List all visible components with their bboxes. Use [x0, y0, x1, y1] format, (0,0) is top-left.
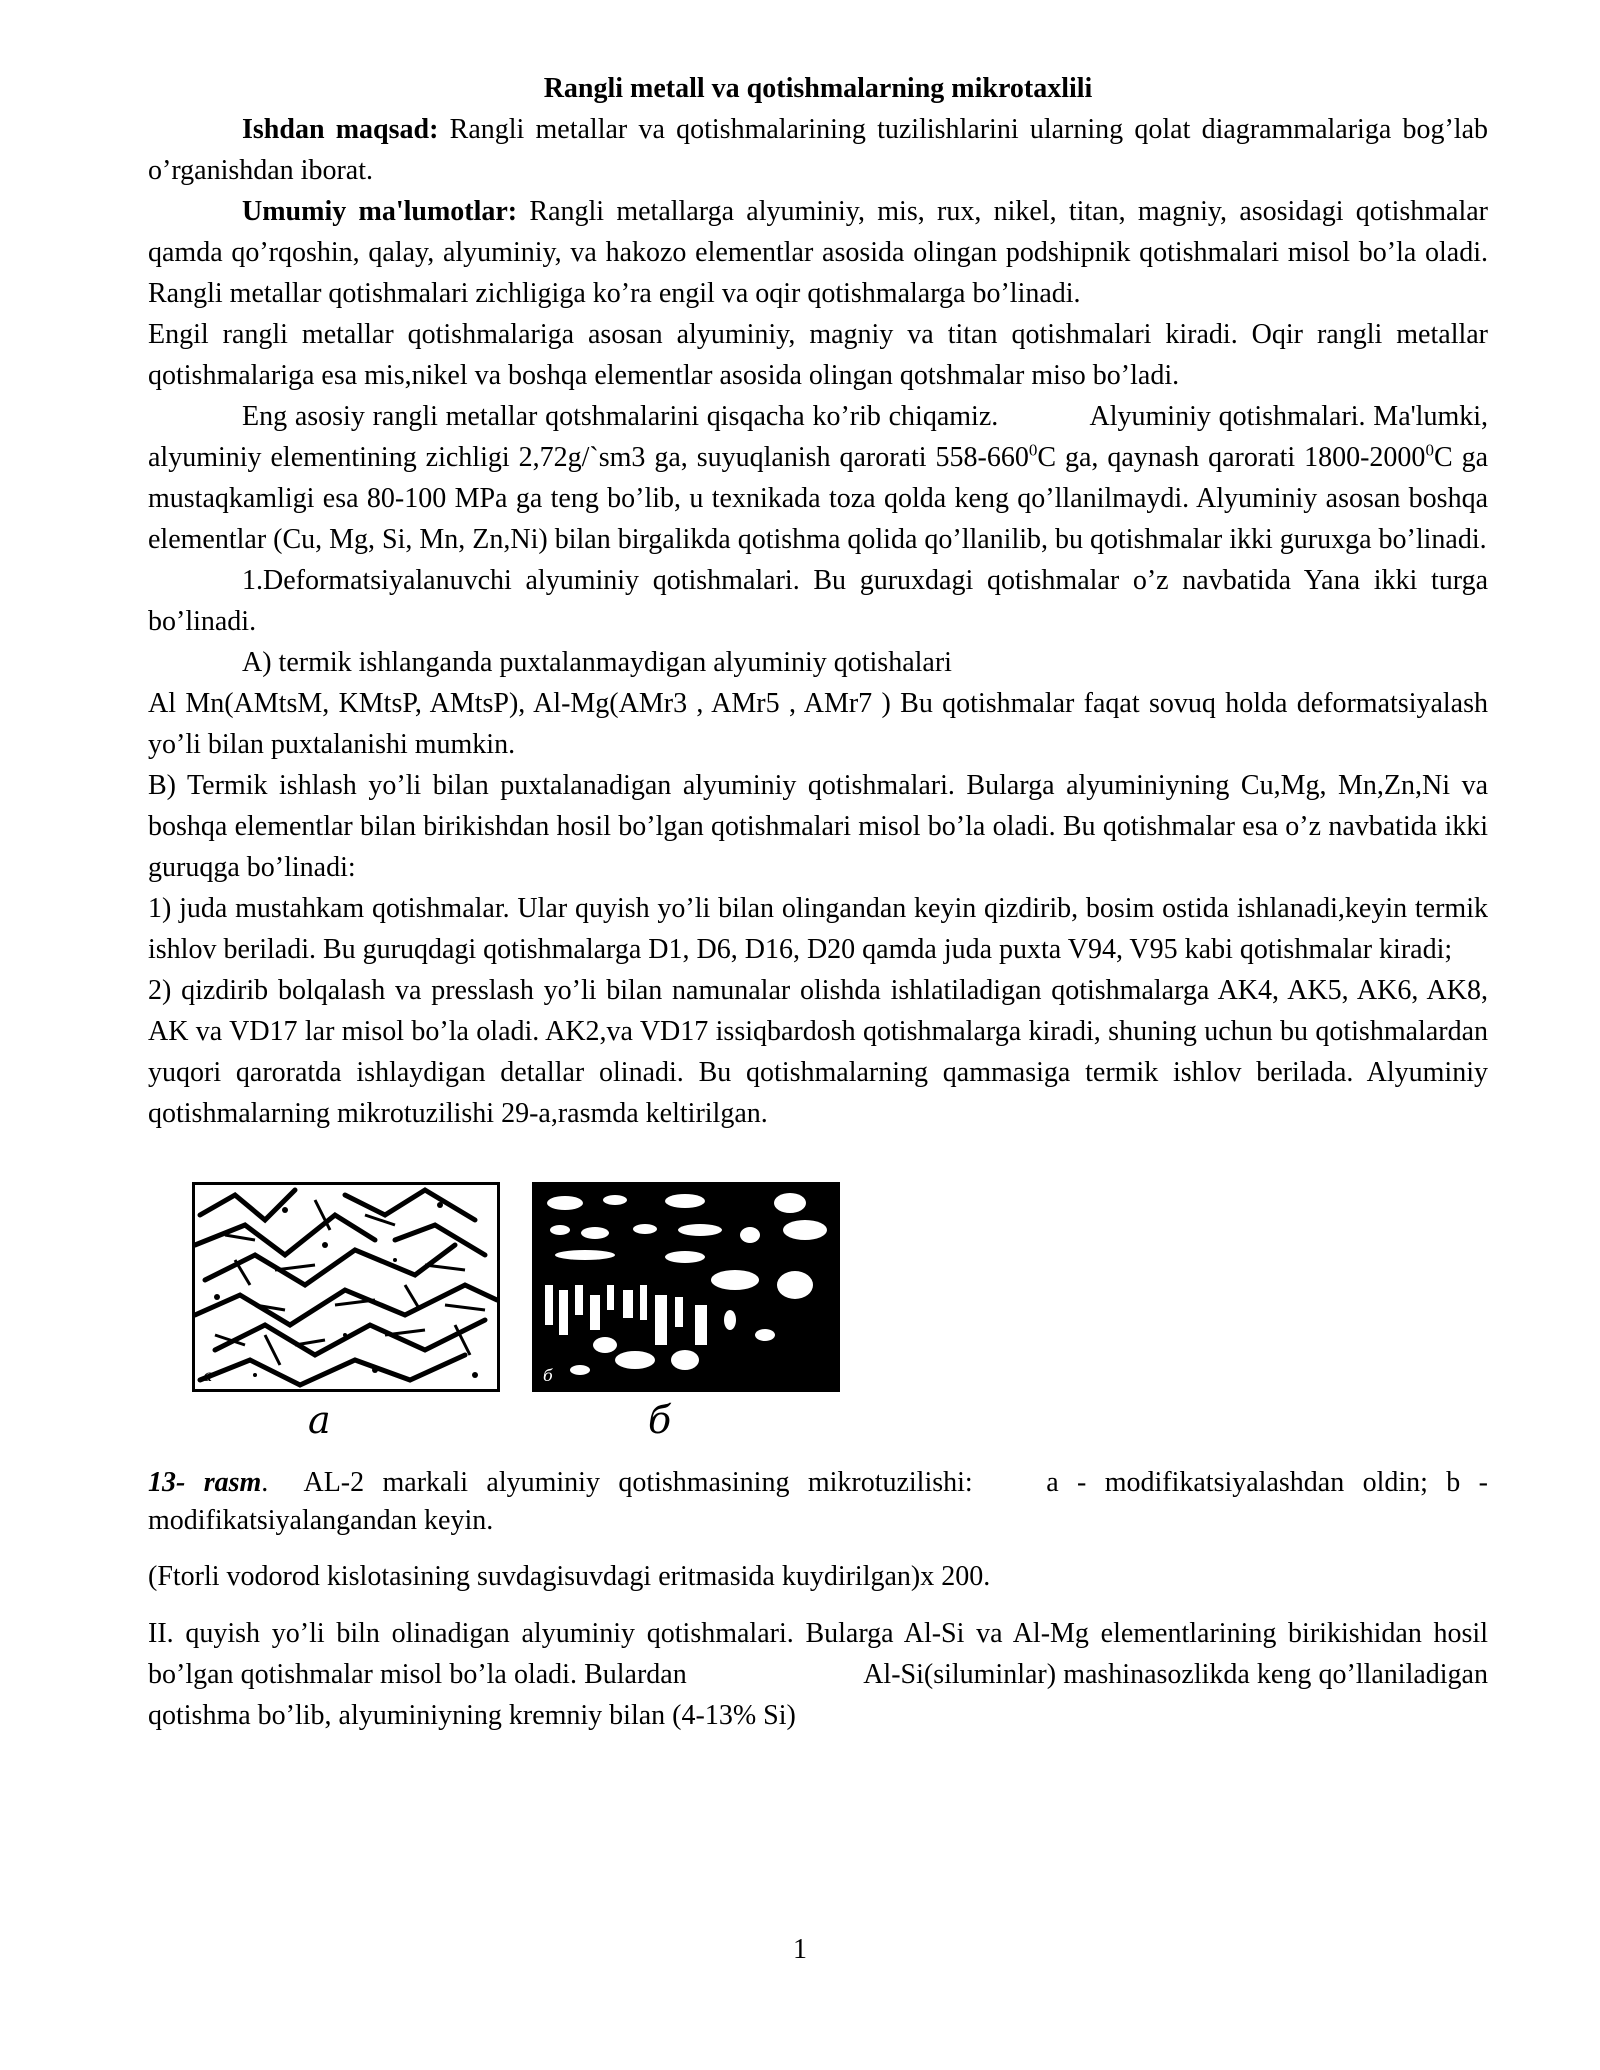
microstructure-image-a: [192, 1182, 500, 1392]
subsection-a-heading: A) termik ishlanganda puxtalanmaydigan alyuminiy qotishalari: [242, 647, 952, 678]
figure-caption: [148, 1464, 1495, 1540]
aluminium-intro-paragraph: [148, 396, 1496, 560]
general-info-text: Rangli metallarga alyuminiy, mis, rux, nikel, titan, magniy, asosidagi qotishmalar qamda qo’rqoshin, qalay, alyuminiy, va hakozo elementlar asosida olingan podshipnik qotishmalari misol bo’la oladi. Rangli metallar qotishmalari zichligiga ko’ra engil va oqir qotishmalarga bo’linadi.: [148, 196, 1530, 309]
general-info-label: Umumiy ma'lumotlar:: [242, 196, 518, 227]
aluminium-text-1: Eng asosiy rangli metallar qotshmalarini qisqacha ko’rib chiqamiz. Alyuminiy qotishmalari. Ma'lumki, alyuminiy elementining zichligi 2,72g/`sm3 ga, suyuqlanish qarorati 558-660: [148, 401, 1495, 473]
page-number: 1: [793, 1934, 807, 1965]
etching-note: (Ftorli vodorod kislotasining suvdagisuvdagi eritmasida kuydirilgan)x 200.: [148, 1561, 991, 1592]
figure-label-a: a: [308, 1398, 331, 1442]
goal-text: Rangli metallar va qotishmalarining tuzilishlarini ularning qolat diagrammalariga bog’lab o’rganishdan iborat.: [148, 114, 1488, 186]
microstructure-b-inner-label: б: [543, 1366, 553, 1385]
microstructure-a-drawing: [195, 1185, 497, 1389]
document-page: [148, 68, 1530, 1736]
item-2-paragraph: 2) qizdirib bolqalash va presslash yo’li bilan namunalar olishda ishlatiladigan qotishmalarga AK4, AK5, AK6, AK8, AK va VD17 lar misol bo’la oladi. AK2,va VD17 issiqbardosh qotishmalarga kiradi, shuning uchun bu qotishmalardan yuqori qaroratda ishlaydigan detallar olinadi. Bu qotishmalarning qammasiga termik ishlov berilada. Alyuminiy qotishmalarning mikrotuzilishi 29-a,rasmda keltirilgan.: [148, 975, 1488, 1129]
item-1-paragraph: 1) juda mustahkam qotishmalar. Ular quyish yo’li bilan olingandan keyin qizdirib, bosim ostida ishlanadi,keyin termik ishlov beriladi. Bu guruqdagi qotishmalarga D1, D6, D16, D20 qamda juda puxta V94, V95 kabi qotishmalar kiradi;: [148, 893, 1488, 965]
microstructure-b-drawing: [535, 1185, 837, 1389]
general-info-paragraph: [148, 191, 1530, 314]
subsection-b-paragraph: B) Termik ishlash yo’li bilan puxtalanadigan alyuminiy qotishmalari. Bularga alyuminiyning Cu,Mg, Mn,Zn,Ni va boshqa elementlar bilan birikishdan hosil bo’lgan qotishmalari misol bo’la oladi. Bu qotishmalar esa o’z navbatida ikki guruqga bo’linadi:: [148, 770, 1488, 883]
microstructure-figure: [148, 1162, 1488, 1462]
microstructure-a-inner-label: a: [203, 1366, 213, 1385]
aluminium-text-2: C ga, qaynash qarorati 1800-2000: [1037, 442, 1426, 473]
caption-label: 13- rasm: [148, 1467, 262, 1498]
goal-paragraph: [148, 109, 1488, 191]
aluminium-text-3: C ga mustaqkamligi esa 80-100 MPa ga teng bo’lib, u texnikada toza qolda keng qo’llanilmaydi. Alyuminiy asosan boshqa elementlar (Cu, Mg, Si, Mn, Zn,Ni) bilan birgalikda qotishma qolida qo’llanilib, bu qotishmalar ikki guruxga bo’linadi.: [148, 442, 1496, 555]
subsection-a-body: Al Mn(AMtsM, KMtsP, AMtsP), Al-Mg(AMr3 , AMr5 , AMr7 ) Bu qotishmalar faqat sovuq holda deformatsiyalash yo’li bilan puxtalanishi mumkin.: [148, 688, 1488, 760]
document-title: Rangli metall va qotishmalarning mikrotaxlili: [543, 73, 1093, 104]
light-heavy-paragraph: Engil rangli metallar qotishmalariga asosan alyuminiy, magniy va titan qotishmalari kiradi. Oqir rangli metallar qotishmalariga esa mis,nikel va boshqa elementlar asosida olingan qotshmalar miso bo’ladi.: [148, 319, 1488, 391]
microstructure-image-b: [532, 1182, 840, 1392]
goal-label: Ishdan maqsad:: [242, 114, 439, 145]
degree-superscript: 0: [1425, 440, 1434, 460]
degree-superscript: 0: [1028, 440, 1038, 460]
caption-text: . AL-2 markali alyuminiy qotishmasining mikrotuzilishi: a - modifikatsiyalashdan oldin; b - modifikatsiyalangandan keyin.: [148, 1467, 1495, 1536]
cast-alloys-paragraph: II. quyish yo’li biln olinadigan alyuminiy qotishmalari. Bularga Al-Si va Al-Mg elementlarining birikishidan hosil bo’lgan qotishmalar misol bo’la oladi. Bulardan Al-Si(siluminlar) mashinasozlikda keng qo’llaniladigan qotishma bo’lib, alyuminiyning kremniy bilan (4-13% Si): [148, 1618, 1495, 1731]
deformable-alloys-paragraph: 1.Deformatsiyalanuvchi alyuminiy qotishmalari. Bu guruxdagi qotishmalar o’z navbatida Yana ikki turga bo’linadi.: [148, 565, 1488, 637]
figure-label-b: б: [648, 1398, 672, 1442]
